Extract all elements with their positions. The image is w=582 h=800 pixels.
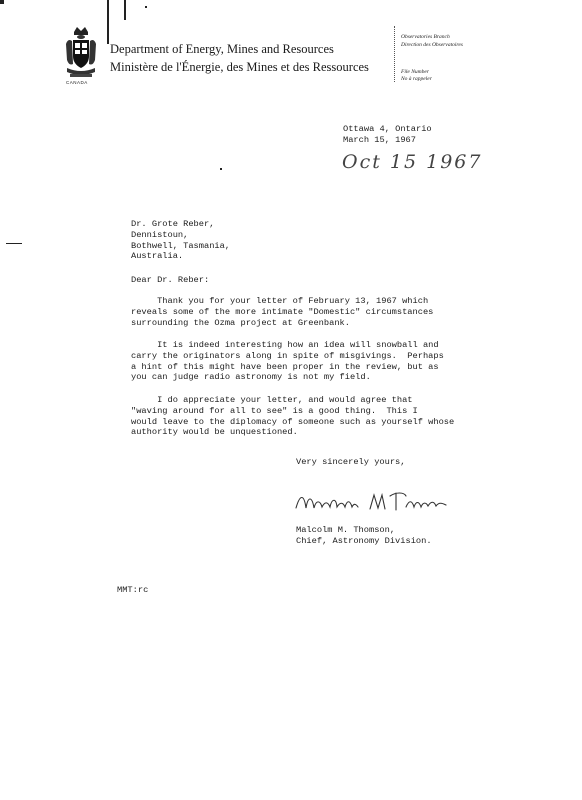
paragraph-line: "waving around for all to see" is a good thing. This I xyxy=(131,405,418,416)
signatory-title: Chief, Astronomy Division. xyxy=(296,535,432,546)
paragraph-line: Thank you for your letter of February 13, 1967 which xyxy=(131,296,429,306)
branch-name-french: Direction des Observatoires xyxy=(401,42,463,48)
body-paragraph xyxy=(131,340,444,383)
paragraph-line: surrounding the Ozma project at Greenbank. xyxy=(131,317,350,328)
file-number-label-french: No à rappeler xyxy=(401,76,432,82)
paragraph-line: a hint of this might have been proper in the review, but as xyxy=(131,361,439,372)
signatory-name: Malcolm M. Thomson, xyxy=(296,525,396,535)
coat-of-arms-icon xyxy=(64,26,98,80)
address-line: Dr. Grote Reber, xyxy=(131,219,215,229)
date-block xyxy=(343,124,432,146)
paragraph-line: It is indeed interesting how an idea will snowball and xyxy=(131,340,439,350)
department-name-english: Department of Energy, Mines and Resources xyxy=(110,42,334,56)
scan-mark xyxy=(6,243,22,244)
scan-mark xyxy=(145,6,147,8)
reference-initials: MMT:rc xyxy=(117,585,149,595)
stray-mark xyxy=(220,168,222,170)
scan-mark xyxy=(124,0,126,20)
scan-mark xyxy=(0,0,4,4)
paragraph-line: authority would be unquestioned. xyxy=(131,427,298,438)
body-paragraph xyxy=(131,296,433,328)
paragraph-line: carry the originators along in spite of misgivings. Perhaps xyxy=(131,350,444,361)
paragraph-line: would leave to the diplomacy of someone such as yourself whose xyxy=(131,416,455,427)
address-line: Australia. xyxy=(131,251,184,262)
paragraph-line: I do appreciate your letter, and would agree that xyxy=(131,395,413,405)
letterhead-divider xyxy=(394,26,395,82)
salutation: Dear Dr. Reber: xyxy=(131,275,210,285)
department-name-french: Ministère de l'Énergie, des Mines et des Ressources xyxy=(110,60,369,74)
handwritten-signature xyxy=(292,488,452,514)
signatory-block xyxy=(296,525,432,547)
letter-place: Ottawa 4, Ontario xyxy=(343,124,432,134)
letter-date: March 15, 1967 xyxy=(343,134,416,145)
branch-name-english: Observatories Branch xyxy=(401,34,450,40)
paragraph-line: reveals some of the more intimate "Domestic" circumstances xyxy=(131,306,434,317)
paragraph-line: you can judge radio astronomy is not my field. xyxy=(131,372,371,383)
crest-caption: CANADA xyxy=(66,80,88,85)
received-date-stamp: Oct 15 1967 xyxy=(342,151,483,173)
recipient-address xyxy=(131,219,230,262)
body-paragraph xyxy=(131,395,454,438)
scan-mark xyxy=(107,0,109,44)
file-number-label-english: File Number xyxy=(401,69,429,75)
complimentary-closing: Very sincerely yours, xyxy=(296,457,406,467)
address-line: Bothwell, Tasmania, xyxy=(131,240,231,251)
address-line: Dennistoun, xyxy=(131,229,189,240)
